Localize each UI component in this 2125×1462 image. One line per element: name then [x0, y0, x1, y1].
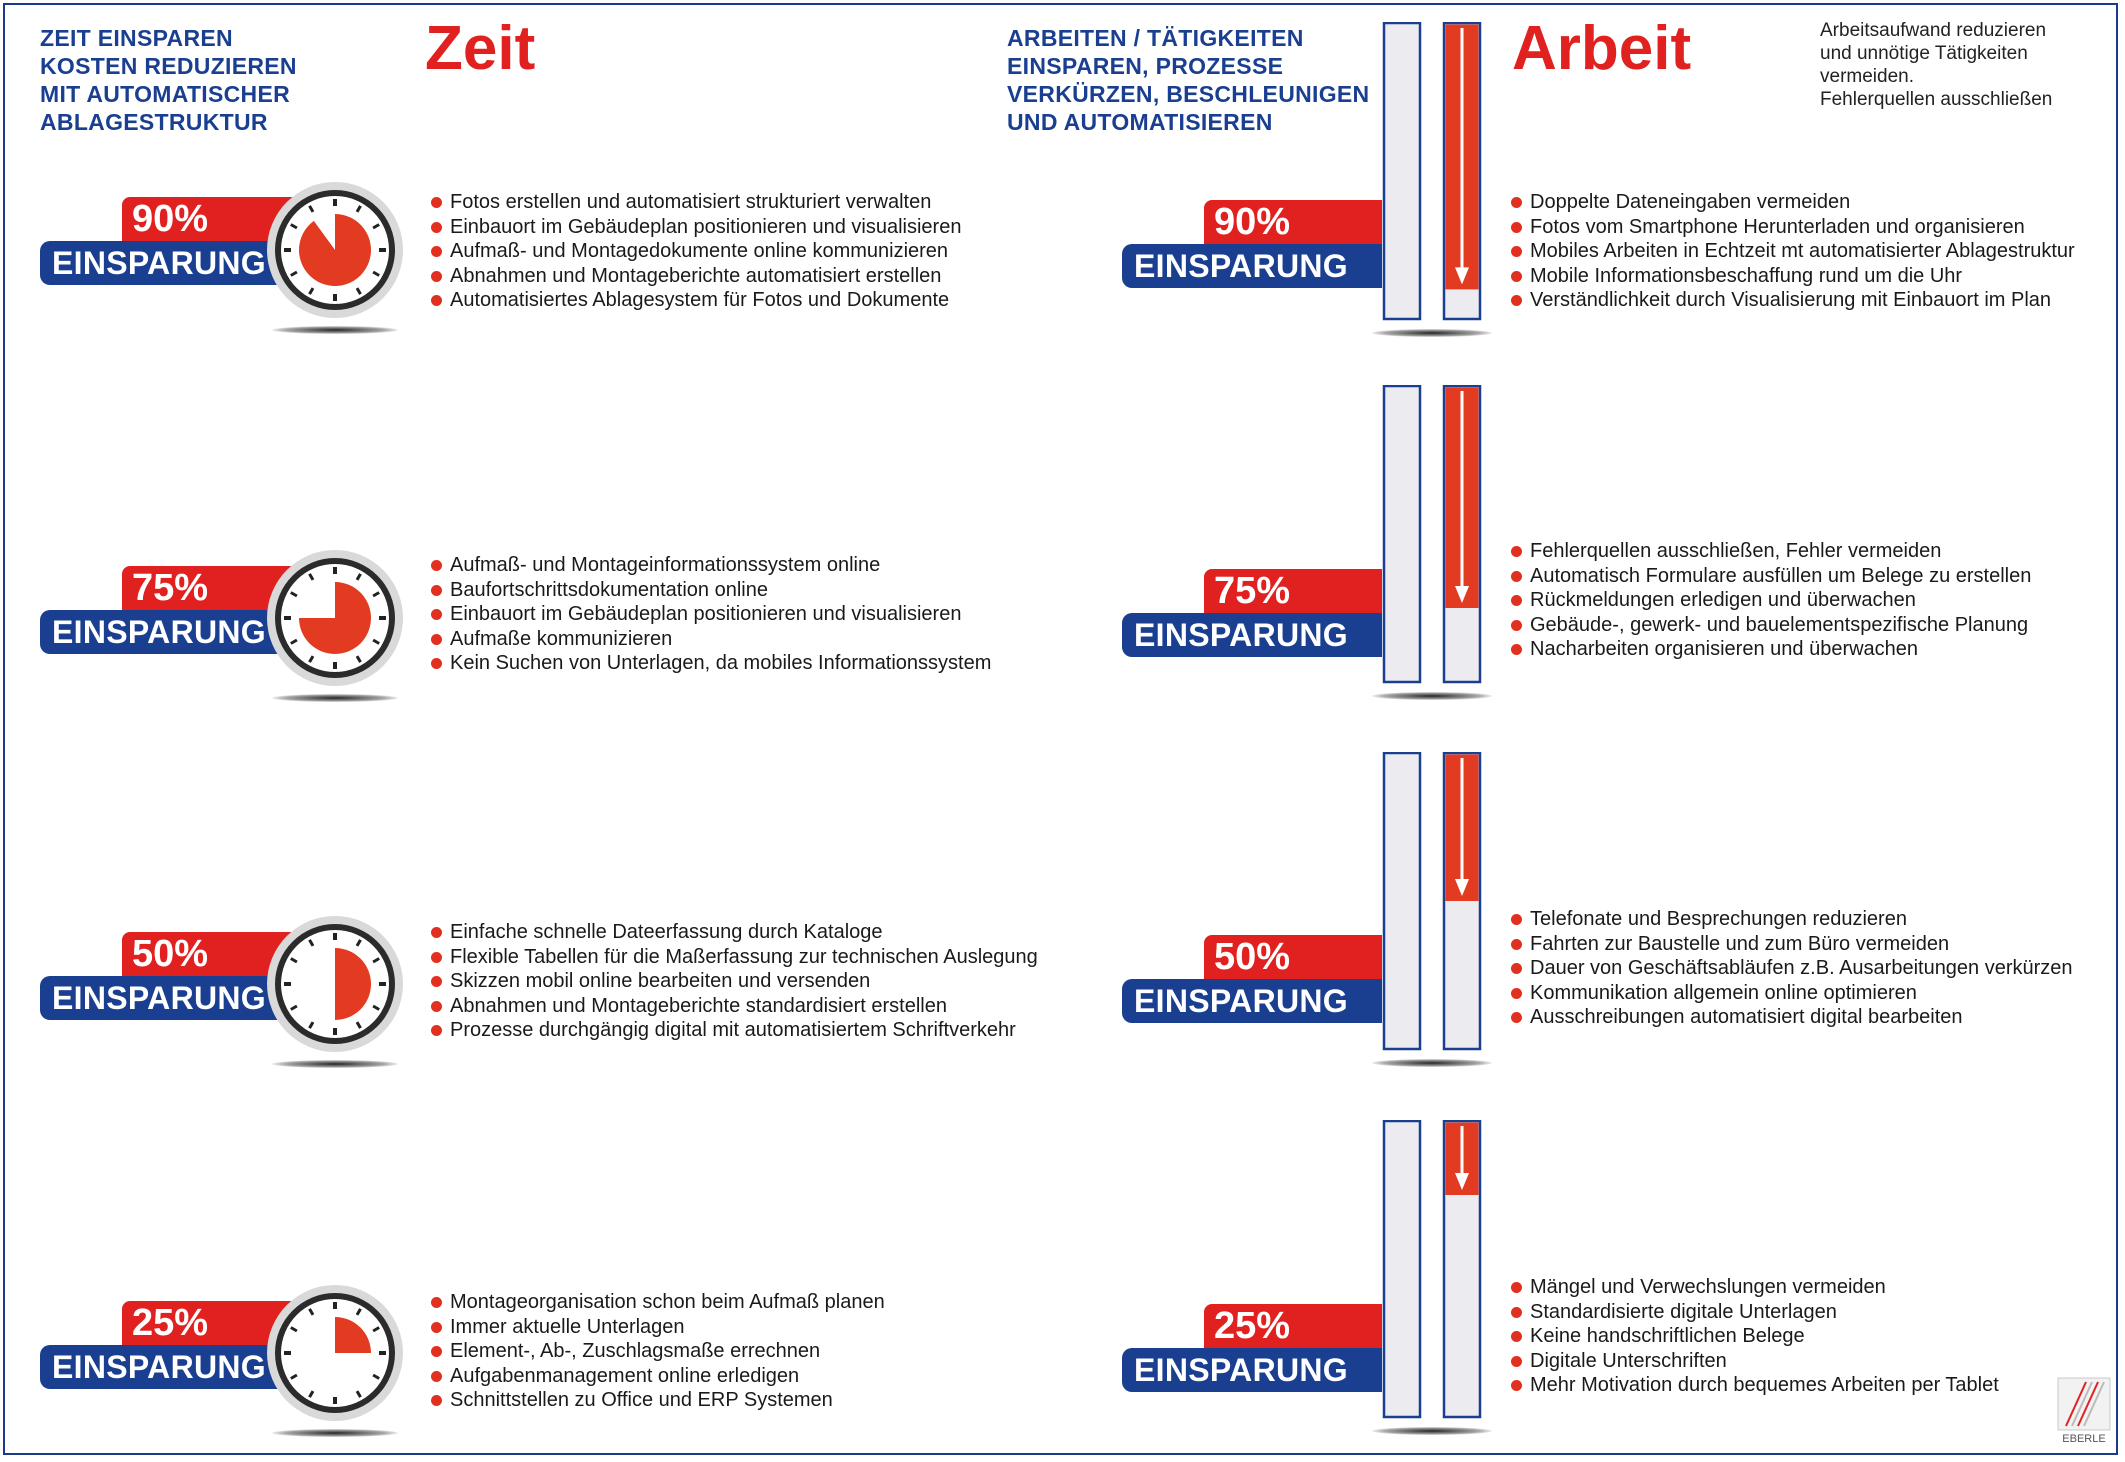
reference-bar — [1384, 1121, 1420, 1417]
percent-label: 25% — [1204, 1304, 1382, 1348]
zeit-savings-badge — [40, 932, 295, 1022]
list-item: Element-, Ab-, Zuschlagsmaße errechnen — [430, 1339, 885, 1364]
eberle-logo-mark — [2056, 1376, 2112, 1446]
zeit-benefits-list — [430, 1290, 885, 1413]
list-item: Automatisch Formulare ausfüllen um Belege zu erstellen — [1510, 564, 2031, 589]
arbeit-bar-gauge — [1382, 385, 1482, 685]
logo-text: EBERLE — [2062, 1433, 2106, 1445]
zeit-savings-badge — [40, 1301, 295, 1391]
savings-label: EINSPARUNG — [1122, 244, 1382, 288]
arbeit-subtitle-line: EINSPAREN, PROZESSE — [1007, 53, 1284, 79]
list-item: Einbauort im Gebäudeplan positionieren und visualisieren — [430, 215, 961, 240]
list-item: Einbauort im Gebäudeplan positionieren und visualisieren — [430, 602, 991, 627]
zeit-benefits-list — [430, 920, 1038, 1043]
percent-label: 90% — [1204, 200, 1382, 244]
percent-label: 75% — [122, 566, 300, 610]
list-item: Kommunikation allgemein online optimieren — [1510, 981, 2073, 1006]
zeit-title: Zeit — [425, 14, 536, 83]
bar-shadow — [1372, 329, 1492, 337]
arbeit-savings-badge — [1122, 935, 1377, 1025]
list-item: Mehr Motivation durch bequemes Arbeiten per Tablet — [1510, 1373, 1999, 1398]
bar-gauge-graphic — [1382, 1120, 1482, 1420]
arbeit-note-line: vermeiden. — [1820, 66, 1914, 87]
arbeit-subtitle — [1007, 24, 1369, 136]
list-item: Montageorganisation schon beim Aufmaß planen — [430, 1290, 885, 1315]
eberle-logo — [2056, 1376, 2112, 1446]
bar-gauge-graphic — [1382, 22, 1482, 322]
list-item: Gebäude-, gewerk- und bauelementspezifische Planung — [1510, 613, 2031, 638]
stopwatch-graphic — [265, 1283, 405, 1423]
list-item: Digitale Unterschriften — [1510, 1349, 1999, 1374]
arbeit-bar-gauge — [1382, 22, 1482, 322]
list-item: Abnahmen und Montageberichte automatisiert erstellen — [430, 264, 961, 289]
list-item: Prozesse durchgängig digital mit automatisiertem Schriftverkehr — [430, 1018, 1038, 1043]
savings-label: EINSPARUNG — [1122, 613, 1382, 657]
percent-label: 50% — [122, 932, 300, 976]
arbeit-subtitle-line: ARBEITEN / TÄTIGKEITEN — [1007, 25, 1304, 51]
list-item: Dauer von Geschäftsabläufen z.B. Ausarbeitungen verkürzen — [1510, 956, 2073, 981]
stopwatch-icon — [265, 914, 405, 1054]
zeit-benefits-list — [430, 190, 961, 313]
list-item: Baufortschrittsdokumentation online — [430, 578, 991, 603]
stopwatch-shadow — [272, 326, 398, 334]
stopwatch-shadow — [272, 1429, 398, 1437]
arbeit-savings-badge — [1122, 569, 1377, 659]
zeit-subtitle-line: KOSTEN REDUZIEREN — [40, 53, 297, 79]
list-item: Nacharbeiten organisieren und überwachen — [1510, 637, 2031, 662]
list-item: Aufmaße kommunizieren — [430, 627, 991, 652]
arbeit-bar-gauge — [1382, 1120, 1482, 1420]
stopwatch-graphic — [265, 914, 405, 1054]
savings-label: EINSPARUNG — [40, 1345, 300, 1389]
bar-shadow — [1372, 692, 1492, 700]
arbeit-bar-gauge — [1382, 752, 1482, 1052]
list-item: Fehlerquellen ausschließen, Fehler vermeiden — [1510, 539, 2031, 564]
reference-bar — [1384, 386, 1420, 682]
percent-label: 25% — [122, 1301, 300, 1345]
list-item: Kein Suchen von Unterlagen, da mobiles Informationssystem — [430, 651, 991, 676]
arbeit-subtitle-line: VERKÜRZEN, BESCHLEUNIGEN — [1007, 81, 1370, 107]
percent-label: 75% — [1204, 569, 1382, 613]
list-item: Flexible Tabellen für die Maßerfassung zur technischen Auslegung — [430, 945, 1038, 970]
bar-shadow — [1372, 1427, 1492, 1435]
list-item: Immer aktuelle Unterlagen — [430, 1315, 885, 1340]
reference-bar — [1384, 753, 1420, 1049]
list-item: Schnittstellen zu Office und ERP Systemen — [430, 1388, 885, 1413]
stopwatch-icon — [265, 180, 405, 320]
arbeit-benefits-list — [1510, 190, 2075, 313]
zeit-subtitle — [40, 24, 297, 136]
list-item: Mängel und Verwechslungen vermeiden — [1510, 1275, 1999, 1300]
list-item: Telefonate und Besprechungen reduzieren — [1510, 907, 2073, 932]
stopwatch-graphic — [265, 180, 405, 320]
stopwatch-icon — [265, 548, 405, 688]
list-item: Ausschreibungen automatisiert digital bearbeiten — [1510, 1005, 2073, 1030]
list-item: Einfache schnelle Dateerfassung durch Kataloge — [430, 920, 1038, 945]
stopwatch-icon — [265, 1283, 405, 1423]
zeit-savings-badge — [40, 566, 295, 656]
zeit-savings-badge — [40, 197, 295, 287]
arbeit-benefits-list — [1510, 1275, 1999, 1398]
stopwatch-shadow — [272, 1060, 398, 1068]
zeit-subtitle-line: ABLAGESTRUKTUR — [40, 109, 268, 135]
stopwatch-shadow — [272, 694, 398, 702]
list-item: Aufgabenmanagement online erledigen — [430, 1364, 885, 1389]
arbeit-savings-badge — [1122, 1304, 1377, 1394]
savings-label: EINSPARUNG — [1122, 979, 1382, 1023]
list-item: Doppelte Dateneingaben vermeiden — [1510, 190, 2075, 215]
list-item: Fotos vom Smartphone Herunterladen und organisieren — [1510, 215, 2075, 240]
arbeit-benefits-list — [1510, 907, 2073, 1030]
stopwatch-graphic — [265, 548, 405, 688]
reference-bar — [1384, 23, 1420, 319]
arbeit-subtitle-line: UND AUTOMATISIEREN — [1007, 109, 1273, 135]
zeit-subtitle-line: MIT AUTOMATISCHER — [40, 81, 290, 107]
savings-label: EINSPARUNG — [40, 610, 300, 654]
list-item: Abnahmen und Montageberichte standardisiert erstellen — [430, 994, 1038, 1019]
list-item: Aufmaß- und Montageinformationssystem online — [430, 553, 991, 578]
arbeit-note-line: Fehlerquellen ausschließen — [1820, 89, 2053, 110]
savings-label: EINSPARUNG — [40, 976, 300, 1020]
arbeit-note — [1820, 19, 2052, 111]
list-item: Rückmeldungen erledigen und überwachen — [1510, 588, 2031, 613]
percent-label: 50% — [1204, 935, 1382, 979]
list-item: Skizzen mobil online bearbeiten und versenden — [430, 969, 1038, 994]
percent-label: 90% — [122, 197, 300, 241]
savings-label: EINSPARUNG — [1122, 1348, 1382, 1392]
bar-shadow — [1372, 1059, 1492, 1067]
arbeit-benefits-list — [1510, 539, 2031, 662]
arbeit-note-line: und unnötige Tätigkeiten — [1820, 43, 2028, 64]
arbeit-title: Arbeit — [1512, 14, 1692, 83]
arbeit-note-line: Arbeitsaufwand reduzieren — [1820, 20, 2047, 41]
zeit-subtitle-line: ZEIT EINSPAREN — [40, 25, 233, 51]
list-item: Verständlichkeit durch Visualisierung mit Einbauort im Plan — [1510, 288, 2075, 313]
bar-gauge-graphic — [1382, 385, 1482, 685]
list-item: Standardisierte digitale Unterlagen — [1510, 1300, 1999, 1325]
zeit-benefits-list — [430, 553, 991, 676]
list-item: Automatisiertes Ablagesystem für Fotos und Dokumente — [430, 288, 961, 313]
bar-gauge-graphic — [1382, 752, 1482, 1052]
list-item: Mobile Informationsbeschaffung rund um die Uhr — [1510, 264, 2075, 289]
savings-label: EINSPARUNG — [40, 241, 300, 285]
list-item: Mobiles Arbeiten in Echtzeit mt automatisierter Ablagestruktur — [1510, 239, 2075, 264]
list-item: Fotos erstellen und automatisiert strukturiert verwalten — [430, 190, 961, 215]
stopwatch-fill-wedge — [299, 214, 371, 286]
arbeit-savings-badge — [1122, 200, 1377, 290]
list-item: Aufmaß- und Montagedokumente online kommunizieren — [430, 239, 961, 264]
list-item: Fahrten zur Baustelle und zum Büro vermeiden — [1510, 932, 2073, 957]
list-item: Keine handschriftlichen Belege — [1510, 1324, 1999, 1349]
